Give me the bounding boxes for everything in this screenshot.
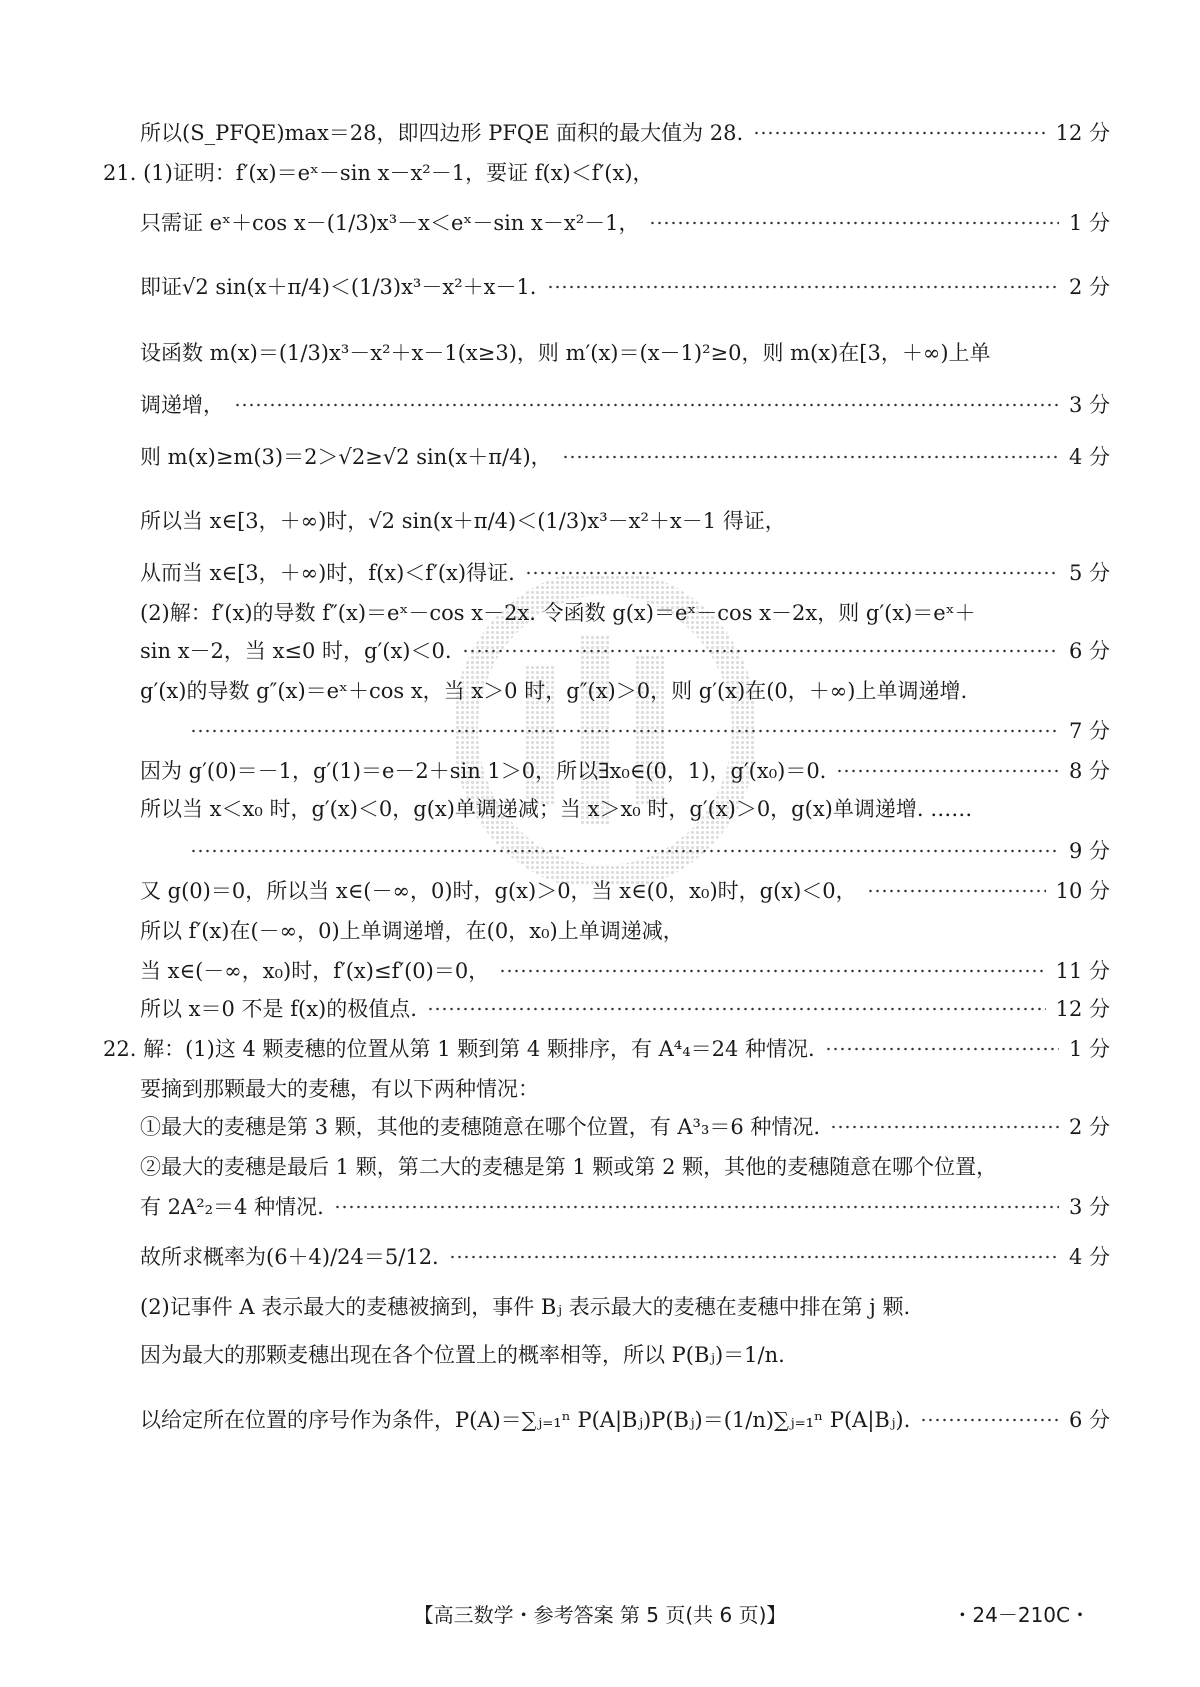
score-label: 4 分 [1068,445,1110,469]
answer-line [140,1192,1110,1222]
answer-line [140,558,1110,588]
line-text: 从而当 x∈[3，＋∞)时，f(x)＜f′(x)得证. [140,561,515,585]
score-label: 9 分 [1068,839,1110,863]
answer-line [140,272,1110,302]
dot-leader [190,849,1059,853]
answer-line [140,598,1110,628]
line-text: (2)记事件 A 表示最大的麦穗被摘到，事件 Bⱼ 表示最大的麦穗在麦穗中排在第 j 颗. [140,1295,911,1319]
line-text: ①最大的麦穗是第 3 颗，其他的麦穗随意在哪个位置，有 A³₃＝6 种情况. [140,1115,821,1139]
dot-leader [649,221,1058,225]
answer-line [140,1074,1110,1104]
answer-line [180,836,1110,866]
answer-line [140,756,1110,786]
line-text: 要摘到那颗最大的麦穗，有以下两种情况： [140,1077,539,1101]
dot-leader [427,1007,1046,1011]
score-label: 1 分 [1068,1037,1110,1061]
answer-line [140,208,1110,238]
line-text: sin x－2，当 x≤0 时，g′(x)＜0. [140,639,452,663]
score-label: 3 分 [1068,393,1110,417]
dot-leader [234,403,1059,407]
score-label: 12 分 [1055,121,1110,145]
line-text: 有 2A²₂＝4 种情况. [140,1195,324,1219]
dot-leader [190,729,1059,733]
score-label: 8 分 [1068,759,1110,783]
line-text: (2)解：f′(x)的导数 f″(x)＝eˣ－cos x－2x. 令函数 g(x)＝eˣ－cos x－2x，则 g′(x)＝eˣ＋ [140,601,976,625]
answer-line [140,916,1110,946]
dot-leader [867,889,1046,893]
score-label: 10 分 [1055,879,1110,903]
dot-leader [525,571,1059,575]
line-text: 调递增， [140,393,224,417]
answer-line [103,1034,1110,1064]
score-label: 12 分 [1055,997,1110,1021]
answer-line [140,636,1110,666]
score-label: 6 分 [1068,639,1110,663]
line-text: 又 g(0)＝0，所以当 x∈(－∞，0)时，g(x)＞0，当 x∈(0，x₀)时，g(x)＜0， [140,879,857,903]
line-text: 所以当 x＜x₀ 时，g′(x)＜0，g(x)单调递减；当 x＞x₀ 时，g′(x)＞0，g(x)单调递增. …… [140,797,973,821]
dot-leader [836,769,1059,773]
answer-line [140,956,1110,986]
line-text: 当 x∈(－∞，x₀)时，f′(x)≤f′(0)＝0， [140,959,490,983]
dot-leader [547,285,1059,289]
line-text: 以给定所在位置的序号作为条件，P(A)＝∑ⱼ₌₁ⁿ P(A|Bⱼ)P(Bⱼ)＝(1/n)∑ⱼ₌₁ⁿ P(A|Bⱼ). [140,1408,911,1432]
score-label: 2 分 [1068,275,1110,299]
score-label: 7 分 [1068,719,1110,743]
line-text: 所以当 x∈[3，＋∞)时，√2 sin(x＋π/4)＜(1/3)x³－x²＋x－1 得证， [140,509,786,533]
answer-line [140,1152,1110,1182]
footer-code: ・24－210C・ [952,1603,1090,1627]
score-label: 11 分 [1055,959,1110,983]
dot-leader [334,1205,1059,1209]
answer-line [140,118,1110,148]
line-text: 所以 f′(x)在(－∞，0)上单调递增，在(0，x₀)上单调递减， [140,919,684,943]
answer-line [140,442,1110,472]
score-label: 4 分 [1068,1245,1110,1269]
score-label: 3 分 [1068,1195,1110,1219]
answer-line [140,876,1110,906]
dot-leader [920,1418,1059,1422]
score-label: 6 分 [1068,1408,1110,1432]
line-text: 设函数 m(x)＝(1/3)x³－x²＋x－1(x≥3)，则 m′(x)＝(x－1)²≥0，则 m(x)在[3，＋∞)上单 [140,341,991,365]
answer-line [140,1405,1110,1435]
score-label: 1 分 [1068,211,1110,235]
answer-line [103,158,1110,188]
dot-leader [562,455,1059,459]
score-label: 2 分 [1068,1115,1110,1139]
answer-line [140,1242,1110,1272]
line-text: 21. (1)证明：f′(x)＝eˣ－sin x－x²－1，要证 f(x)＜f′(x)， [103,161,654,185]
answer-line [140,1112,1110,1142]
line-text: ②最大的麦穗是最后 1 颗，第二大的麦穗是第 1 颗或第 2 颗，其他的麦穗随意在哪个位置， [140,1155,998,1179]
footer-title: 【高三数学・参考答案 第 5 页(共 6 页)】 [413,1603,787,1627]
dot-leader [825,1047,1059,1051]
dot-leader [830,1125,1059,1129]
line-text: 即证√2 sin(x＋π/4)＜(1/3)x³－x²＋x－1. [140,275,537,299]
line-text: 因为最大的那颗麦穗出现在各个位置上的概率相等，所以 P(Bⱼ)＝1/n. [140,1343,785,1367]
line-text: 因为 g′(0)＝－1，g′(1)＝e－2＋sin 1＞0，所以∃x₀∈(0，1)，g′(x₀)＝0. [140,759,827,783]
answer-line [140,1292,1110,1322]
answer-line [140,794,1110,824]
line-text: 22. 解：(1)这 4 颗麦穗的位置从第 1 颗到第 4 颗排序，有 A⁴₄＝24 种情况. [103,1037,815,1061]
line-text: 所以(S_PFQE)max＝28，即四边形 PFQE 面积的最大值为 28. [140,121,744,145]
line-text: g′(x)的导数 g″(x)＝eˣ＋cos x，当 x＞0 时，g″(x)＞0，则 g′(x)在(0，＋∞)上单调递增. [140,679,968,703]
answer-line [140,390,1110,420]
line-text: 所以 x＝0 不是 f(x)的极值点. [140,997,417,1021]
page-footer [0,1600,1200,1630]
line-text: 故所求概率为(6＋4)/24＝5/12. [140,1245,439,1269]
score-label: 5 分 [1068,561,1110,585]
answer-line [180,716,1110,746]
dot-leader [753,131,1045,135]
dot-leader [462,649,1059,653]
dot-leader [449,1255,1059,1259]
answer-line [140,994,1110,1024]
answer-line [140,1340,1110,1370]
answer-line [140,676,1110,706]
answer-line [140,506,1110,536]
answer-line [140,338,1110,368]
dot-leader [499,969,1045,973]
line-text: 则 m(x)≥m(3)＝2＞√2≥√2 sin(x＋π/4)， [140,445,552,469]
line-text: 只需证 eˣ＋cos x－(1/3)x³－x＜eˣ－sin x－x²－1， [140,211,640,235]
